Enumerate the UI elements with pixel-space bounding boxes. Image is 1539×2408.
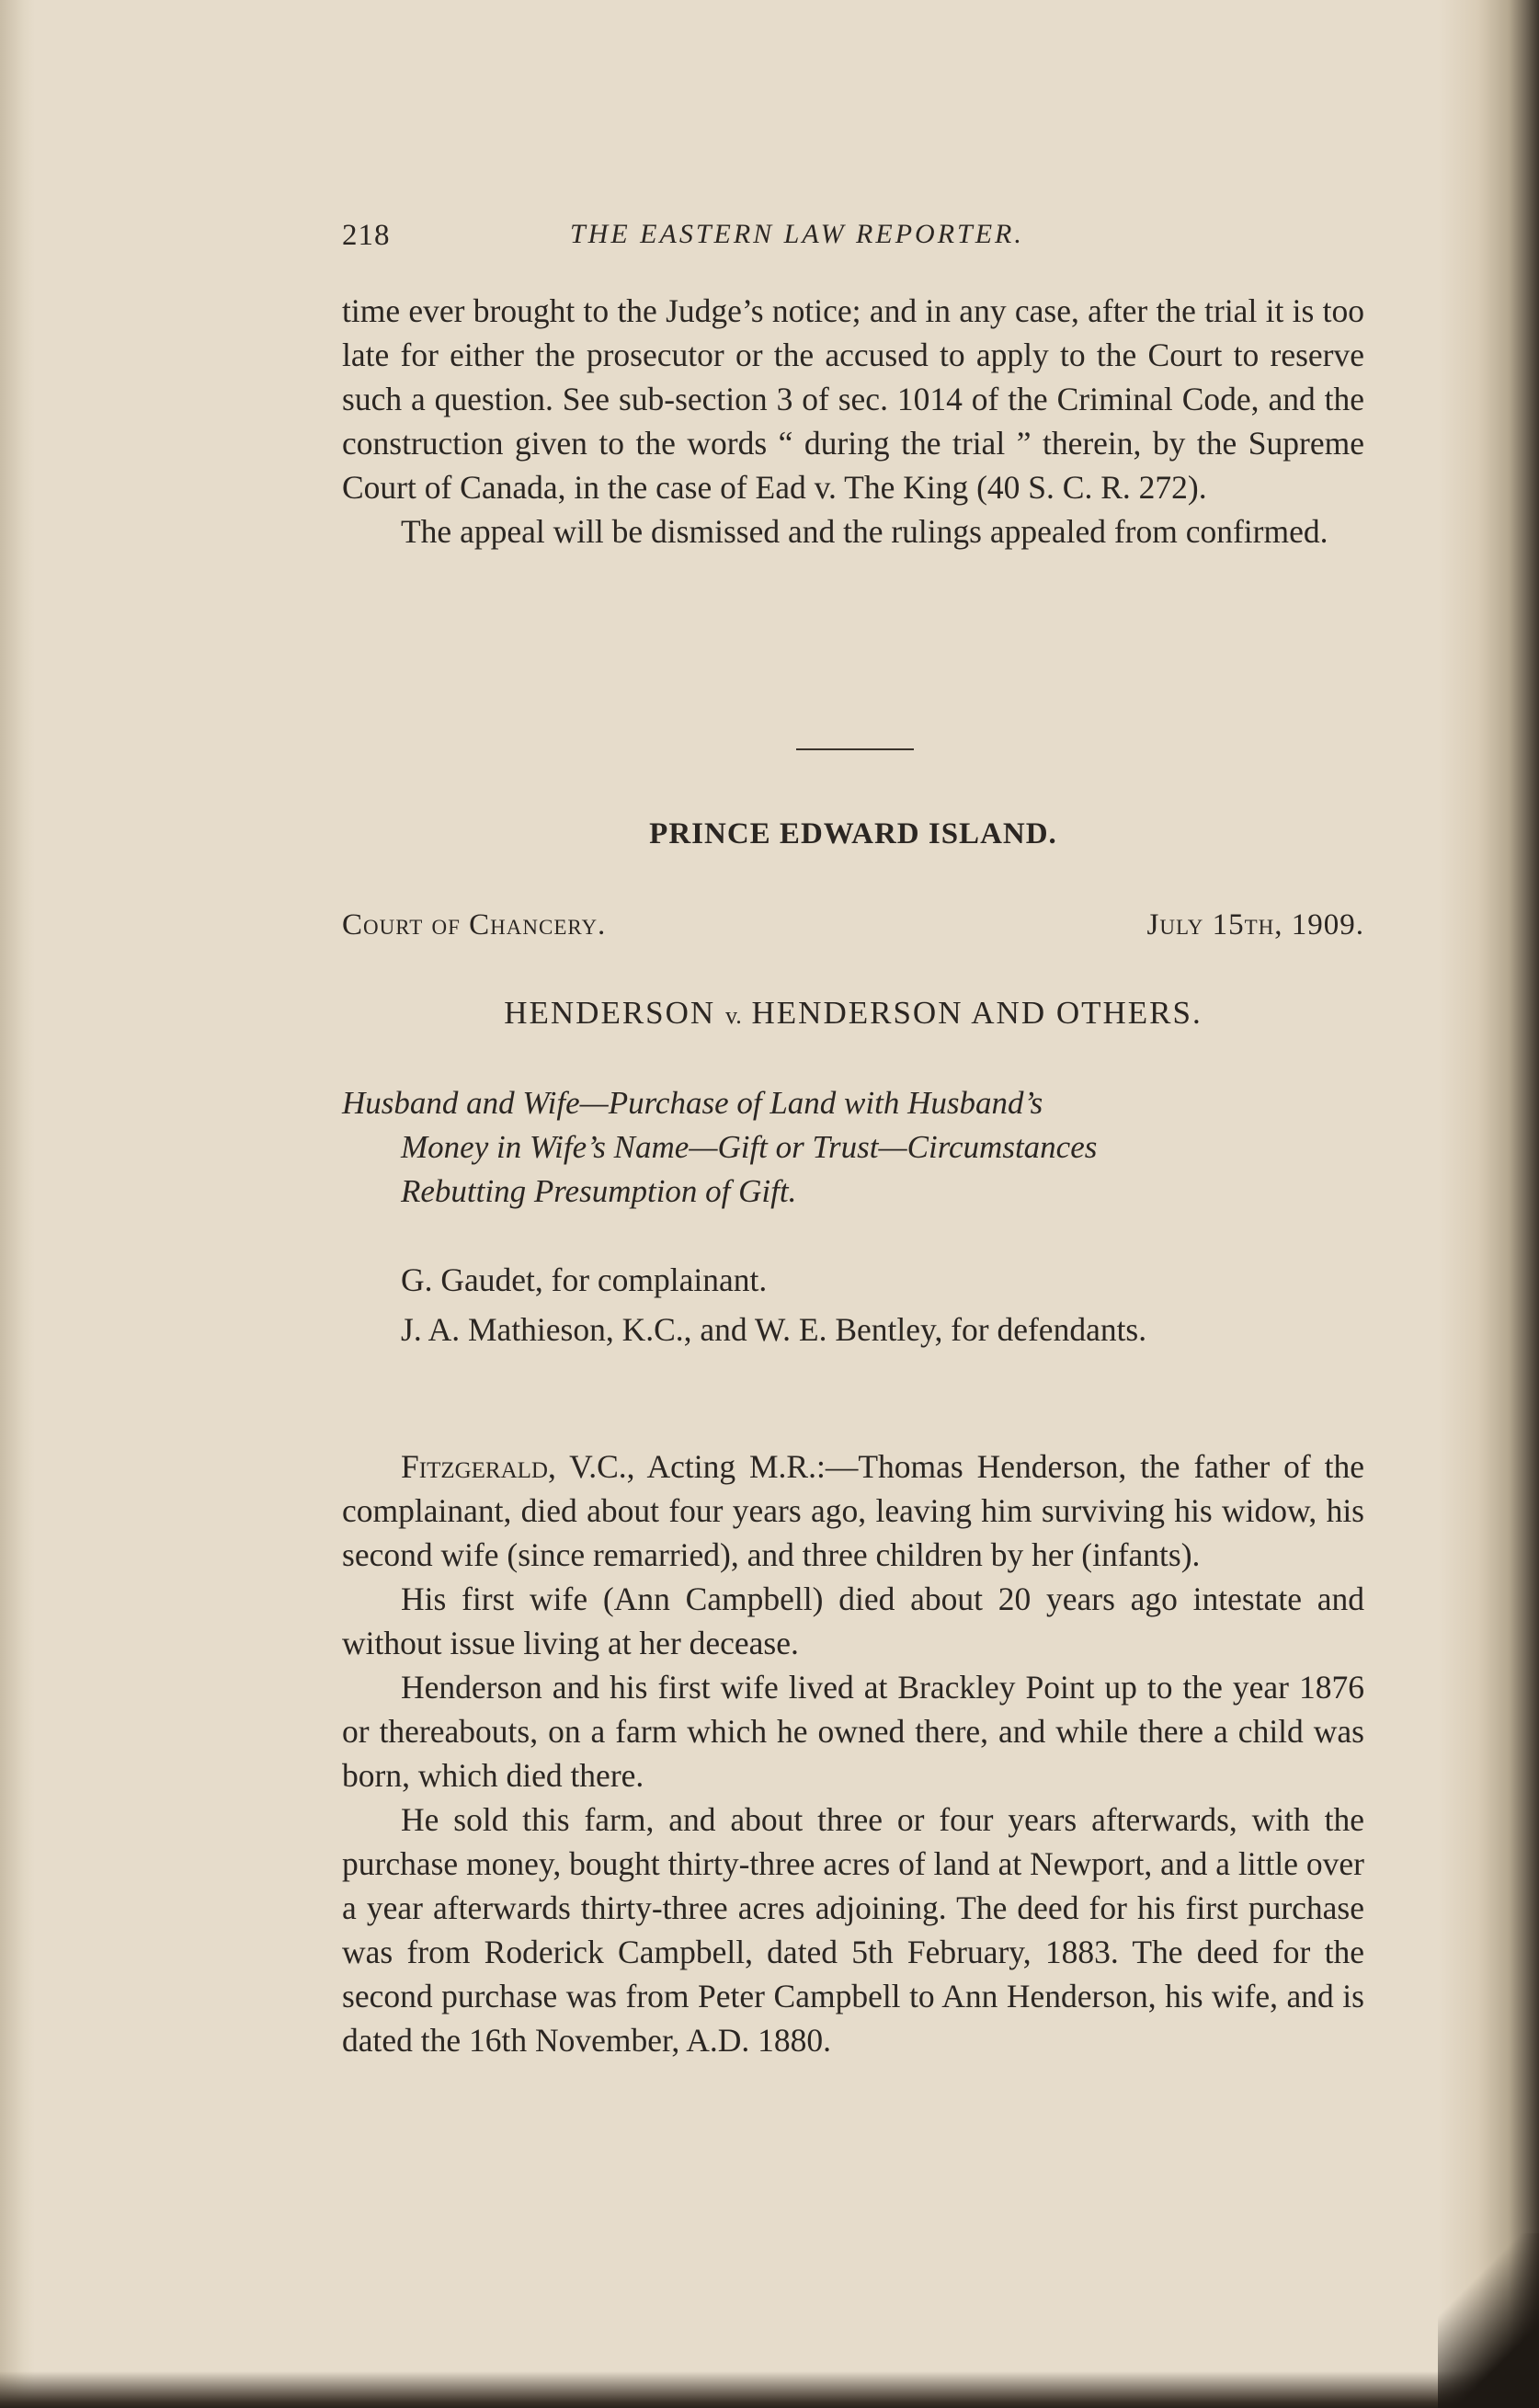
jurisdiction-heading: PRINCE EDWARD ISLAND. [649,817,1057,850]
case-title [342,995,1364,1032]
case-party-defendants: HENDERSON AND OTHERS. [751,995,1203,1031]
page-gutter-shading [0,0,35,2408]
headnote-line: Money in Wife’s Name—Gift or Trust—Circumstances [401,1129,1098,1165]
judgment-paragraph: His first wife (Ann Campbell) died about 20 years ago intestate and without issue living at her decease. [342,1581,1364,1661]
judgment-paragraph [342,1444,1364,1577]
case-party-plaintiff: HENDERSON [504,995,716,1031]
headnote-line: Husband and Wife—Purchase of Land with Husband’s [342,1085,1043,1121]
section-divider-rule [796,748,914,750]
decision-date: July 15th, 1909. [1146,908,1364,942]
running-head [342,213,1358,250]
judgment-text [342,1444,1364,2062]
judgment-opening: V.C., Acting M.R.:—Thomas Henderson, the father of the complainant, died about four years ago, leaving him surviving his widow, his second wife (since remarried), and three children by her (infants). [342,1448,1364,1573]
page-number: 218 [342,219,391,252]
opinion-paragraph: time ever brought to the Judge’s notice; and in any case, after the trial it is too late for either the prosecutor or the accused to apply to the Court to reserve such a question. See sub-section 3 of sec. 1014 of the Criminal Code, and the construction given to the words “ during the trial ” therein, by the Supreme Court of Canada, in the case of Ead v. The King (40 S. C. R. 272). [342,292,1364,506]
counsel-complainant: G. Gaudet, for complainant. [401,1261,768,1298]
headnote-line: Rebutting Presumption of Gift. [401,1173,797,1209]
judge-name: Fitzgerald, [401,1448,556,1485]
headnote [342,1081,1364,1214]
page-bottom-shadow [0,2371,1539,2408]
judgment-paragraph: He sold this farm, and about three or four years afterwards, with the purchase money, bought thirty-three acres of land at Newport, and a little over a year afterwards thirty-three acres adjoining. The deed for his first purchase was from Roderick Campbell, dated 5th February, 1883. The deed for the second purchase was from Peter Campbell to Ann Henderson, his wife, and is dated the 16th November, A.D. 1880. [342,1801,1364,2059]
counsel-defendants: J. A. Mathieson, K.C., and W. E. Bentley, for defendants. [401,1311,1147,1348]
counsel-listing [342,1258,1364,1357]
page-edge-shadow [1438,0,1539,2408]
court-name: Court of Chancery. [342,908,607,942]
case-versus: v. [724,1002,742,1029]
journal-title: THE EASTERN LAW REPORTER. [570,219,1024,249]
judgment-paragraph: Henderson and his first wife lived at Brackley Point up to the year 1876 or thereabouts, on a farm which he owned there, and while there a child was born, which died there. [342,1669,1364,1794]
continued-opinion-text [342,289,1364,553]
opinion-conclusion-paragraph: The appeal will be dismissed and the rulings appealed from confirmed. [401,513,1328,550]
page-corner-shadow [1438,2233,1539,2408]
